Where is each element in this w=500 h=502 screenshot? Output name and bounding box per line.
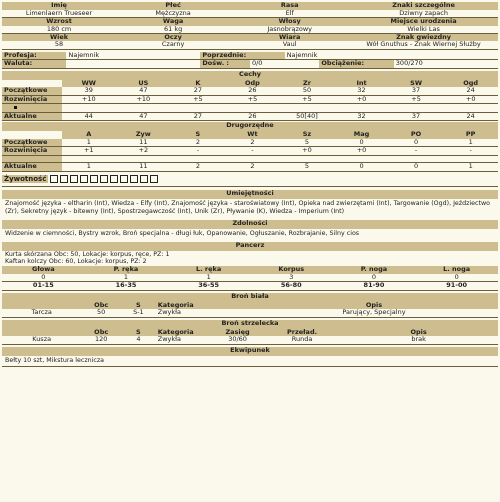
equipment-title: Ekwipunek	[2, 347, 498, 356]
secondary-value: -	[443, 147, 498, 155]
secondary-value	[225, 155, 280, 163]
traits-value: +0	[334, 95, 389, 103]
ranged-reload: Runda	[265, 336, 339, 344]
traits-value	[443, 104, 498, 112]
basic-value-row	[2, 26, 498, 34]
traits-value: 50[40]	[280, 112, 335, 120]
traits-value	[171, 104, 226, 112]
basic-label: Oczy	[116, 34, 230, 42]
ranged-name: Kusza	[2, 336, 81, 344]
health-box[interactable]	[70, 175, 78, 183]
ranged-header-desc: Opis	[339, 329, 498, 337]
ranged-header-category: Kategoria	[156, 329, 211, 337]
traits-value	[62, 104, 117, 112]
basic-value: 180 cm	[2, 26, 116, 34]
traits-value: +10	[116, 95, 171, 103]
secondary-value	[389, 155, 444, 163]
ranged-name-header	[2, 329, 81, 337]
secondary-value: 5	[280, 163, 335, 171]
secondary-value: 2	[225, 139, 280, 147]
experience-label: Dośw. :	[200, 60, 250, 68]
armor-ranges-cell: 91-00	[415, 282, 498, 290]
armor-table	[2, 266, 498, 291]
currency-value	[66, 60, 200, 68]
traits-col-header: WW	[62, 80, 117, 88]
talents-title: Zdolności	[2, 220, 498, 229]
secondary-corner	[2, 131, 62, 139]
currency-table	[2, 60, 498, 68]
previous-profession-label: Poprzednie:	[200, 52, 284, 60]
table-row	[2, 112, 498, 120]
character-sheet	[2, 2, 498, 498]
traits-value: 39	[62, 87, 117, 95]
table-row	[2, 104, 498, 112]
traits-col-header: Zr	[280, 80, 335, 88]
armor-ranges-cell: 81-90	[333, 282, 416, 290]
health-label: Żywotność	[4, 174, 47, 183]
health-box[interactable]	[130, 175, 138, 183]
table-row	[2, 155, 498, 163]
secondary-col-header: Żyw	[116, 131, 171, 139]
load-value: 300/270	[394, 60, 498, 68]
load-label: Obciążenie:	[319, 60, 393, 68]
ranged-category: Zwykła	[156, 336, 211, 344]
basic-value: Dziwny zapach	[349, 10, 498, 18]
basic-label: Wzrost	[2, 18, 116, 26]
traits-row-label: Aktualne	[2, 112, 62, 120]
melee-table	[2, 302, 498, 318]
secondary-value: 1	[443, 163, 498, 171]
armor-ranges-cell: 01-15	[2, 282, 85, 290]
secondary-table	[2, 131, 498, 172]
table-row	[2, 309, 498, 317]
secondary-row-label	[2, 155, 62, 163]
traits-value: 47	[116, 87, 171, 95]
traits-col-header: K	[171, 80, 226, 88]
armor-values-cell: 0	[415, 274, 498, 282]
traits-value	[389, 104, 444, 112]
traits-value: 37	[389, 87, 444, 95]
health-boxes	[50, 175, 160, 183]
table-row	[2, 87, 498, 95]
basic-label: Miejsce urodzenia	[349, 18, 498, 26]
traits-value	[334, 104, 389, 112]
health-box[interactable]	[90, 175, 98, 183]
melee-category: Zwykła	[156, 309, 250, 317]
traits-col-header: US	[116, 80, 171, 88]
talents-text: Widzenie w ciemności, Bystry wzrok, Broń specjalna - długi łuk, Opanowanie, Ogłuszanie, Rozbrajanie, Silny cios	[5, 229, 360, 237]
secondary-value	[116, 155, 171, 163]
secondary-value	[280, 155, 335, 163]
secondary-col-header: A	[62, 131, 117, 139]
traits-value: +10	[62, 95, 117, 103]
armor-head-cell: Głowa	[2, 266, 85, 274]
traits-value: 44	[62, 112, 117, 120]
basic-value: 61 kg	[116, 26, 230, 34]
secondary-col-header: PO	[389, 131, 444, 139]
traits-value: +5	[389, 95, 444, 103]
melee-header-s: S	[121, 302, 156, 310]
secondary-value: +1	[62, 147, 117, 155]
secondary-value: +0	[280, 147, 335, 155]
secondary-value	[62, 155, 117, 163]
secondary-value: 0	[389, 163, 444, 171]
health-box[interactable]	[110, 175, 118, 183]
secondary-value: 11	[116, 139, 171, 147]
basic-value: Wielki Las	[349, 26, 498, 34]
melee-obc: 50	[81, 309, 121, 317]
secondary-col-header: Wt	[225, 131, 280, 139]
table-row	[2, 336, 498, 344]
traits-value: 26	[225, 112, 280, 120]
armor-item-2: Kaftan kolczy Obc: 60, Lokacje: korpus, PZ: 2	[5, 258, 147, 266]
ranged-obc: 120	[81, 336, 121, 344]
basic-value: Wół Gnuthus - Znak Wiernej Służby	[349, 41, 498, 49]
basic-value: Limenlaern Trueseer	[2, 10, 116, 18]
basic-value: 58	[2, 41, 116, 49]
ranged-header-range: Zasięg	[210, 329, 265, 337]
health-box[interactable]	[50, 175, 58, 183]
armor-head-cell: Korpus	[250, 266, 333, 274]
armor-values-cell: 3	[250, 274, 333, 282]
health-box[interactable]	[80, 175, 88, 183]
traits-value: 32	[334, 112, 389, 120]
traits-title: Cechy	[2, 71, 498, 80]
health-row	[2, 175, 498, 187]
ranged-header-obc: Obc	[81, 329, 121, 337]
health-box[interactable]	[120, 175, 128, 183]
secondary-row-label: Aktualne	[2, 163, 62, 171]
melee-header-category: Kategoria	[156, 302, 250, 310]
traits-table	[2, 80, 498, 121]
health-box[interactable]	[60, 175, 68, 183]
armor-values-cell: 0	[333, 274, 416, 282]
secondary-col-header: Mag	[334, 131, 389, 139]
basic-label: Wiara	[230, 34, 349, 42]
secondary-value: 11	[116, 163, 171, 171]
secondary-value: 1	[443, 139, 498, 147]
skills-text: Znajomość języka - eltharin (Int), Wiedza - Elfy (Int), Znajomość języka - staroświatowy (Int), Opieka nad zwierzętami (Int), Targowanie (Ogd), Jeździectwo (Zr), Sekretny język - bitewny (Int), Spostrzegawczość (Int), Unik (Zr), Pływanie (K), Wiedza - Imperium (Int)	[5, 199, 490, 215]
traits-corner	[2, 80, 62, 88]
traits-row-label: Początkowe	[2, 87, 62, 95]
melee-name-header	[2, 302, 81, 310]
basic-label: Wiek	[2, 34, 116, 42]
secondary-value: 5	[280, 139, 335, 147]
secondary-col-header: S	[171, 131, 226, 139]
melee-desc: Parujący, Specjalny	[250, 309, 498, 317]
ranged-s: 4	[121, 336, 156, 344]
traits-col-header: SW	[389, 80, 444, 88]
armor-head-cell: P. ręka	[85, 266, 168, 274]
secondary-title: Drugorzędne	[2, 122, 498, 131]
secondary-value: 2	[225, 163, 280, 171]
marker-dot	[14, 106, 17, 109]
basic-label: Włosy	[230, 18, 349, 26]
health-box[interactable]	[100, 175, 108, 183]
secondary-value	[443, 155, 498, 163]
traits-value: 37	[389, 112, 444, 120]
basic-header-row	[2, 2, 498, 10]
table-row	[2, 95, 498, 103]
table-row	[2, 163, 498, 171]
armor-ranges-cell: 16-35	[85, 282, 168, 290]
basic-label: Waga	[116, 18, 230, 26]
ranged-header-s: S	[121, 329, 156, 337]
basic-label: Rasa	[230, 2, 349, 10]
traits-value: +5	[280, 95, 335, 103]
secondary-value: 0	[334, 163, 389, 171]
armor-values-cell: 1	[167, 274, 250, 282]
secondary-value: 2	[171, 163, 226, 171]
table-row	[2, 147, 498, 155]
armor-ranges-cell: 36-55	[167, 282, 250, 290]
traits-value: 32	[334, 87, 389, 95]
secondary-value: 0	[334, 139, 389, 147]
basic-info-table	[2, 2, 498, 50]
armor-item-1: Kurta skórzana Obc: 50, Lokacje: korpus, ręce, PZ: 1	[5, 250, 170, 258]
armor-values-cell: 1	[85, 274, 168, 282]
skills-title: Umiejętności	[2, 190, 498, 199]
traits-row-label	[2, 104, 62, 112]
secondary-value: 0	[389, 139, 444, 147]
basic-label: Znak gwiezdny	[349, 34, 498, 42]
secondary-value: +2	[116, 147, 171, 155]
traits-value: 24	[443, 112, 498, 120]
traits-value: +0	[443, 95, 498, 103]
secondary-value: -	[171, 147, 226, 155]
traits-col-header: Odp	[225, 80, 280, 88]
basic-label: Imię	[2, 2, 116, 10]
armor-head-cell: P. noga	[333, 266, 416, 274]
secondary-col-header: PP	[443, 131, 498, 139]
melee-title: Broń biała	[2, 293, 498, 302]
secondary-col-header: Sz	[280, 131, 335, 139]
ranged-table	[2, 329, 498, 345]
profession-label: Profesja:	[2, 52, 66, 60]
traits-value	[116, 104, 171, 112]
secondary-value: 1	[62, 139, 117, 147]
currency-label: Waluta:	[2, 60, 66, 68]
basic-value: Czarny	[116, 41, 230, 49]
traits-value: 27	[171, 112, 226, 120]
secondary-value: +0	[334, 147, 389, 155]
secondary-value	[171, 155, 226, 163]
basic-header-row	[2, 34, 498, 42]
traits-value: 26	[225, 87, 280, 95]
basic-value-row	[2, 10, 498, 18]
armor-head-cell: L. noga	[415, 266, 498, 274]
melee-name: Tarcza	[2, 309, 81, 317]
armor-title: Pancerz	[2, 242, 498, 251]
traits-col-header: Int	[334, 80, 389, 88]
basic-header-row	[2, 18, 498, 26]
basic-value: Elf	[230, 10, 349, 18]
ranged-header-reload: Przeład.	[265, 329, 339, 337]
traits-value: +5	[225, 95, 280, 103]
basic-label: Płeć	[116, 2, 230, 10]
table-row	[2, 139, 498, 147]
equipment-text: Bełty 10 szt, Mikstura lecznicza	[2, 356, 498, 367]
basic-value: Mężczyzna	[116, 10, 230, 18]
basic-value: Jasnobrązowy	[230, 26, 349, 34]
basic-value: Vaul	[230, 41, 349, 49]
melee-header-desc: Opis	[250, 302, 498, 310]
secondary-value: -	[389, 147, 444, 155]
traits-value: 50	[280, 87, 335, 95]
traits-value	[280, 104, 335, 112]
traits-value: 27	[171, 87, 226, 95]
secondary-value: 2	[171, 139, 226, 147]
melee-s: S-1	[121, 309, 156, 317]
armor-head-cell: L. ręka	[167, 266, 250, 274]
health-box[interactable]	[150, 175, 158, 183]
previous-profession-value: Najemnik	[285, 52, 498, 60]
secondary-value: -	[225, 147, 280, 155]
traits-value	[225, 104, 280, 112]
traits-value: +5	[171, 95, 226, 103]
basic-label: Znaki szczególne	[349, 2, 498, 10]
health-box[interactable]	[140, 175, 148, 183]
profession-value: Najemnik	[66, 52, 200, 60]
secondary-value	[334, 155, 389, 163]
ranged-title: Broń strzelecka	[2, 320, 498, 329]
ranged-desc: brak	[339, 336, 498, 344]
traits-row-label: Rozwinięcia	[2, 95, 62, 103]
traits-col-header: Ogd	[443, 80, 498, 88]
traits-value: 24	[443, 87, 498, 95]
experience-value: 0/0	[250, 60, 319, 68]
melee-header-obc: Obc	[81, 302, 121, 310]
secondary-row-label: Rozwinięcia	[2, 147, 62, 155]
profession-table	[2, 52, 498, 60]
ranged-range: 30/60	[210, 336, 265, 344]
armor-ranges-cell: 56-80	[250, 282, 333, 290]
basic-value-row	[2, 41, 498, 49]
secondary-value: 1	[62, 163, 117, 171]
secondary-row-label: Początkowe	[2, 139, 62, 147]
armor-values-cell: 0	[2, 274, 85, 282]
traits-value: 47	[116, 112, 171, 120]
